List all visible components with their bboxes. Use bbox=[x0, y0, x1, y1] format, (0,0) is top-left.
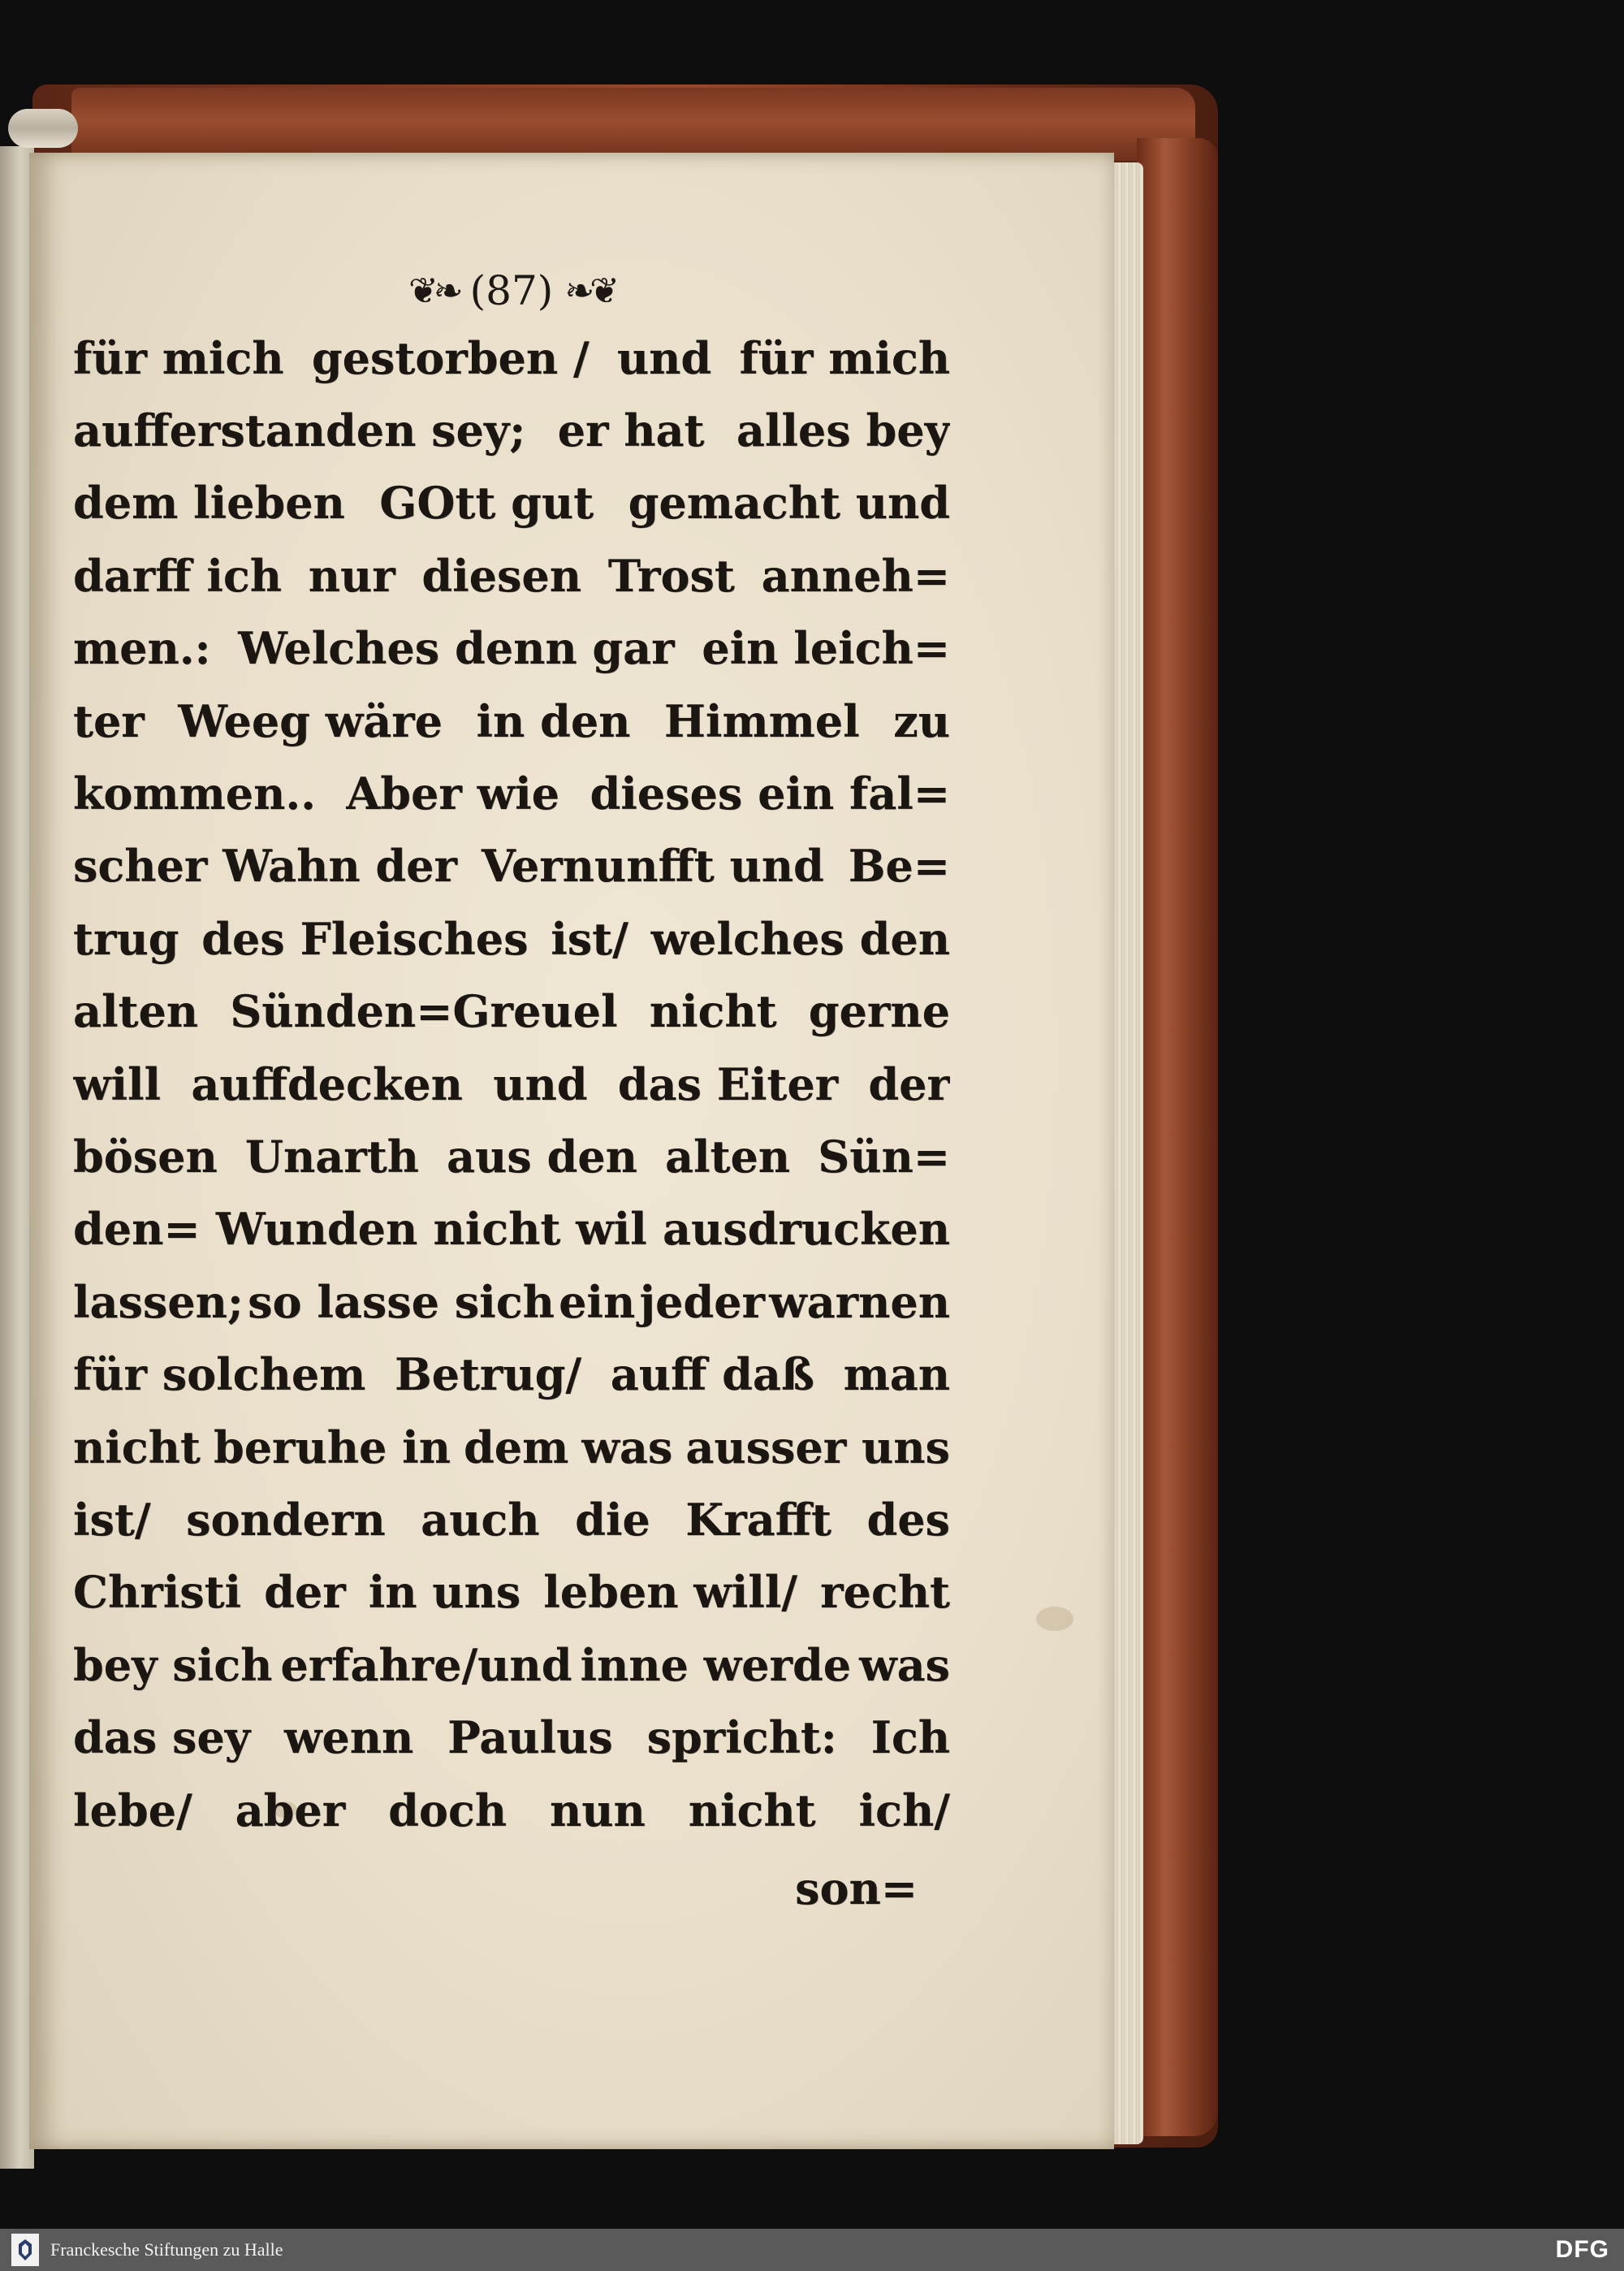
text-word: darff ich bbox=[73, 549, 282, 602]
header-ornament-right: ❧❦ bbox=[564, 270, 615, 312]
text-word: ist/ bbox=[73, 1493, 151, 1546]
text-word: zu bbox=[893, 694, 950, 747]
text-line bbox=[73, 1629, 950, 1701]
text-line bbox=[73, 1701, 950, 1773]
cover-top-edge bbox=[71, 88, 1195, 161]
text-word: wenn bbox=[283, 1711, 414, 1764]
text-word: für solchem bbox=[73, 1348, 366, 1401]
catchword-line bbox=[73, 1852, 918, 1924]
text-word: nicht wil bbox=[433, 1203, 647, 1256]
text-word: das sey bbox=[73, 1711, 251, 1764]
text-word: des Fleisches bbox=[201, 912, 529, 965]
text-word: in uns bbox=[368, 1566, 521, 1619]
text-word: trug bbox=[73, 912, 179, 965]
text-word: er hat bbox=[557, 404, 705, 457]
text-word: gemacht und bbox=[628, 477, 950, 530]
text-word: welches den bbox=[650, 912, 950, 965]
text-word: ter bbox=[73, 694, 145, 747]
text-word: anneh= bbox=[761, 549, 950, 602]
binding-thread bbox=[8, 109, 78, 148]
text-line bbox=[73, 322, 950, 394]
text-word: der bbox=[264, 1566, 346, 1619]
body-text bbox=[73, 322, 950, 1846]
text-word: sondern bbox=[186, 1493, 386, 1546]
text-word: Wunden bbox=[215, 1203, 418, 1256]
text-word: bey sich bbox=[73, 1638, 273, 1691]
text-word: auffdecken bbox=[191, 1058, 463, 1110]
text-word: des bbox=[866, 1493, 950, 1546]
text-word: alten bbox=[665, 1130, 791, 1183]
text-line bbox=[73, 902, 950, 975]
text-line bbox=[73, 1556, 950, 1629]
text-word: Himmel bbox=[663, 694, 860, 747]
institution-name[interactable]: Franckesche Stiftungen zu Halle bbox=[50, 2239, 283, 2260]
header-ornament-left: ❦❧ bbox=[408, 270, 459, 312]
text-word: kommen.. bbox=[73, 768, 316, 820]
text-line bbox=[73, 1483, 950, 1555]
text-line bbox=[73, 685, 950, 757]
text-word: aus den bbox=[447, 1130, 637, 1183]
institution-emblem-icon bbox=[16, 2238, 34, 2262]
catchword: son= bbox=[795, 1862, 918, 1914]
text-word: dem bbox=[464, 1421, 569, 1473]
text-line bbox=[73, 1193, 950, 1265]
text-line bbox=[73, 757, 950, 829]
text-word: auch bbox=[421, 1493, 540, 1546]
text-word: und bbox=[616, 331, 712, 384]
text-word: Aber wie bbox=[346, 768, 560, 820]
text-word: Unarth bbox=[244, 1130, 419, 1183]
text-word: so lasse sich bbox=[248, 1275, 555, 1328]
text-word: den= bbox=[73, 1203, 201, 1256]
text-word: nicht bbox=[649, 985, 777, 1038]
text-word: nicht bbox=[73, 1421, 201, 1473]
text-word: Paulus bbox=[447, 1711, 613, 1764]
text-word: ein bbox=[559, 1275, 636, 1328]
text-word: auff daß bbox=[610, 1348, 814, 1401]
text-word: leben will/ bbox=[543, 1566, 798, 1619]
text-line bbox=[73, 394, 950, 466]
cover-fore-edge bbox=[1137, 138, 1218, 2136]
text-word: spricht: bbox=[646, 1711, 837, 1764]
footer-left bbox=[11, 2234, 283, 2266]
text-word: Christi bbox=[73, 1566, 242, 1619]
text-word: erfahre/und bbox=[280, 1638, 572, 1691]
text-line bbox=[73, 539, 950, 612]
text-word: Betrug/ bbox=[394, 1348, 582, 1401]
text-word: warnen bbox=[769, 1275, 950, 1328]
text-word: Vernunfft und bbox=[481, 840, 824, 893]
text-word: der bbox=[868, 1058, 950, 1110]
text-word: für mich bbox=[73, 331, 284, 384]
text-word: beruhe in bbox=[213, 1421, 451, 1473]
text-line bbox=[73, 830, 950, 902]
text-word: man bbox=[843, 1348, 950, 1401]
text-line bbox=[73, 1774, 950, 1846]
text-line bbox=[73, 1338, 950, 1410]
text-word: und bbox=[493, 1058, 588, 1110]
text-word: dieses ein fal= bbox=[590, 768, 950, 820]
text-word: aufferstanden sey; bbox=[73, 404, 526, 457]
text-word: recht bbox=[820, 1566, 950, 1619]
text-word: jeder bbox=[639, 1275, 765, 1328]
text-word: Sün= bbox=[818, 1130, 950, 1183]
text-word: will bbox=[73, 1058, 162, 1110]
text-word: Be= bbox=[848, 840, 950, 893]
text-word: gerne bbox=[808, 985, 950, 1038]
text-word: dem lieben bbox=[73, 477, 345, 530]
text-word: Ich bbox=[870, 1711, 950, 1764]
page-header bbox=[341, 258, 682, 323]
text-word: Sünden=Greuel bbox=[230, 985, 618, 1038]
text-word: bösen bbox=[73, 1130, 218, 1183]
text-word: gestorben / bbox=[311, 331, 590, 384]
text-word: ich/ bbox=[858, 1784, 950, 1836]
text-word: für mich bbox=[739, 331, 950, 384]
text-word: was bbox=[859, 1638, 950, 1691]
text-word: ein leich= bbox=[702, 622, 950, 675]
text-line bbox=[73, 1265, 950, 1338]
text-word: ist/ bbox=[551, 912, 628, 965]
text-word: ausdrucken bbox=[662, 1203, 950, 1256]
text-word: nicht bbox=[688, 1784, 816, 1836]
text-word: alles bey bbox=[736, 404, 950, 457]
text-word: die bbox=[575, 1493, 650, 1546]
text-word: GOtt gut bbox=[379, 477, 594, 530]
text-line bbox=[73, 1411, 950, 1483]
text-line bbox=[73, 1120, 950, 1192]
text-word: in den bbox=[476, 694, 631, 747]
text-line bbox=[73, 975, 950, 1048]
footer-bar bbox=[0, 2229, 1624, 2271]
text-word: doch bbox=[388, 1784, 508, 1836]
dfg-logo[interactable]: DFG bbox=[1555, 2236, 1609, 2263]
text-word: alten bbox=[73, 985, 199, 1038]
text-word: was bbox=[581, 1421, 673, 1473]
text-line bbox=[73, 467, 950, 539]
text-word: nun bbox=[550, 1784, 646, 1836]
text-word: das Eiter bbox=[617, 1058, 839, 1110]
institution-logo-icon[interactable] bbox=[11, 2234, 39, 2266]
text-word: ausser uns bbox=[685, 1421, 950, 1473]
text-word: Krafft bbox=[685, 1493, 831, 1546]
text-word: Trost bbox=[607, 549, 735, 602]
text-line bbox=[73, 612, 950, 685]
page-number: (87) bbox=[469, 267, 554, 314]
text-word: nur bbox=[308, 549, 395, 602]
text-word: men.: bbox=[73, 622, 211, 675]
text-word: scher Wahn der bbox=[73, 840, 457, 893]
foxing-spot bbox=[1036, 1607, 1073, 1631]
text-word: diesen bbox=[421, 549, 582, 602]
text-word: lebe/ bbox=[73, 1784, 192, 1836]
text-word: inne werde bbox=[580, 1638, 852, 1691]
text-word: lassen; bbox=[73, 1275, 244, 1328]
text-word: Weeg wäre bbox=[178, 694, 443, 747]
text-word: Welches denn gar bbox=[238, 622, 675, 675]
text-line bbox=[73, 1048, 950, 1120]
text-word: aber bbox=[235, 1784, 346, 1836]
